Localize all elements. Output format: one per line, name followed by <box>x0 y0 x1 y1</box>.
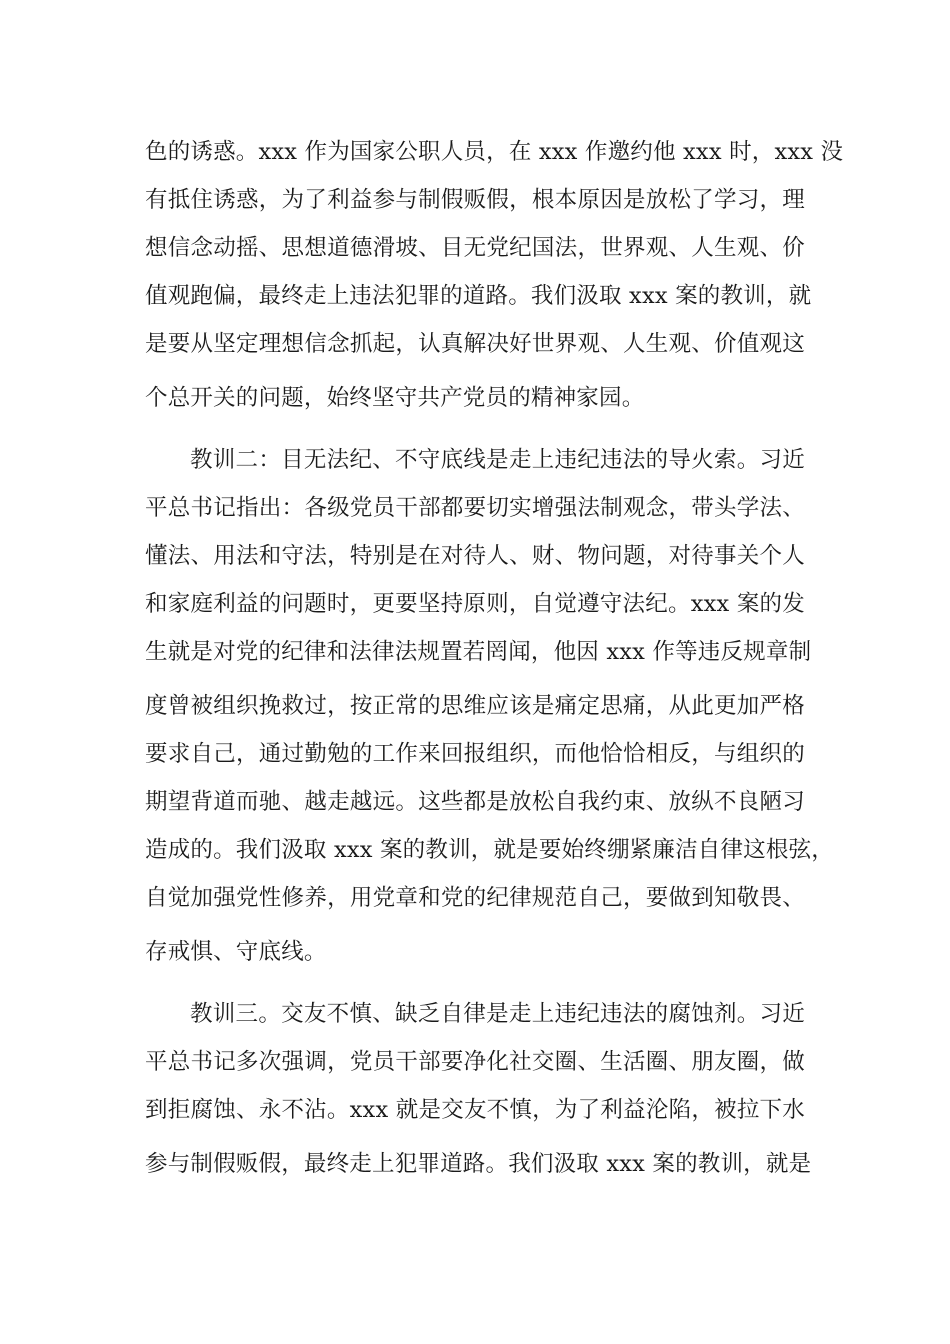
text-line: 想信念动摇、思想道德滑坡、目无党纪国法，世界观、人生观、价 <box>145 235 805 261</box>
text-line: 平总书记指出：各级党员干部都要切实增强法制观念，带头学法、 <box>145 495 805 521</box>
text-line: 到拒腐蚀、永不沾。xxx 就是交友不慎，为了利益沦陷，被拉下水 <box>145 1097 805 1123</box>
text-line: 值观跑偏，最终走上违法犯罪的道路。我们汲取 xxx 案的教训，就 <box>145 283 812 309</box>
text-line: 参与制假贩假，最终走上犯罪道路。我们汲取 xxx 案的教训，就是 <box>145 1151 812 1177</box>
text-line: 个总开关的问题，始终坚守共产党员的精神家园。 <box>145 385 645 411</box>
text-line: 度曾被组织挽救过，按正常的思维应该是痛定思痛，从此更加严格 <box>145 693 805 719</box>
text-line: 生就是对党的纪律和法律法规置若罔闻，他因 xxx 作等违反规章制 <box>145 639 812 665</box>
text-line: 有抵住诱惑，为了利益参与制假贩假，根本原因是放松了学习，理 <box>145 187 805 213</box>
text-line: 造成的。我们汲取 xxx 案的教训，就是要始终绷紧廉洁自律这根弦， <box>145 837 834 863</box>
text-line: 存戒惧、守底线。 <box>145 939 327 965</box>
text-line: 教训二：目无法纪、不守底线是走上违纪违法的导火索。习近 <box>190 447 805 473</box>
text-line: 懂法、用法和守法，特别是在对待人、财、物问题，对待事关个人 <box>145 543 805 569</box>
text-line: 教训三。交友不慎、缺乏自律是走上违纪违法的腐蚀剂。习近 <box>190 1001 805 1027</box>
text-line: 要求自己，通过勤勉的工作来回报组织，而他恰恰相反，与组织的 <box>145 741 805 767</box>
text-line: 是要从坚定理想信念抓起，认真解决好世界观、人生观、价值观这 <box>145 331 805 357</box>
text-line: 期望背道而驰、越走越远。这些都是放松自我约束、放纵不良陋习 <box>145 789 805 815</box>
text-line: 色的诱惑。xxx 作为国家公职人员，在 xxx 作邀约他 xxx 时，xxx 没 <box>145 139 844 165</box>
text-line: 和家庭利益的问题时，更要坚持原则，自觉遵守法纪。xxx 案的发 <box>145 591 805 617</box>
text-line: 平总书记多次强调，党员干部要净化社交圈、生活圈、朋友圈，做 <box>145 1049 805 1075</box>
text-line: 自觉加强党性修养，用党章和党的纪律规范自己，要做到知敬畏、 <box>145 885 805 911</box>
